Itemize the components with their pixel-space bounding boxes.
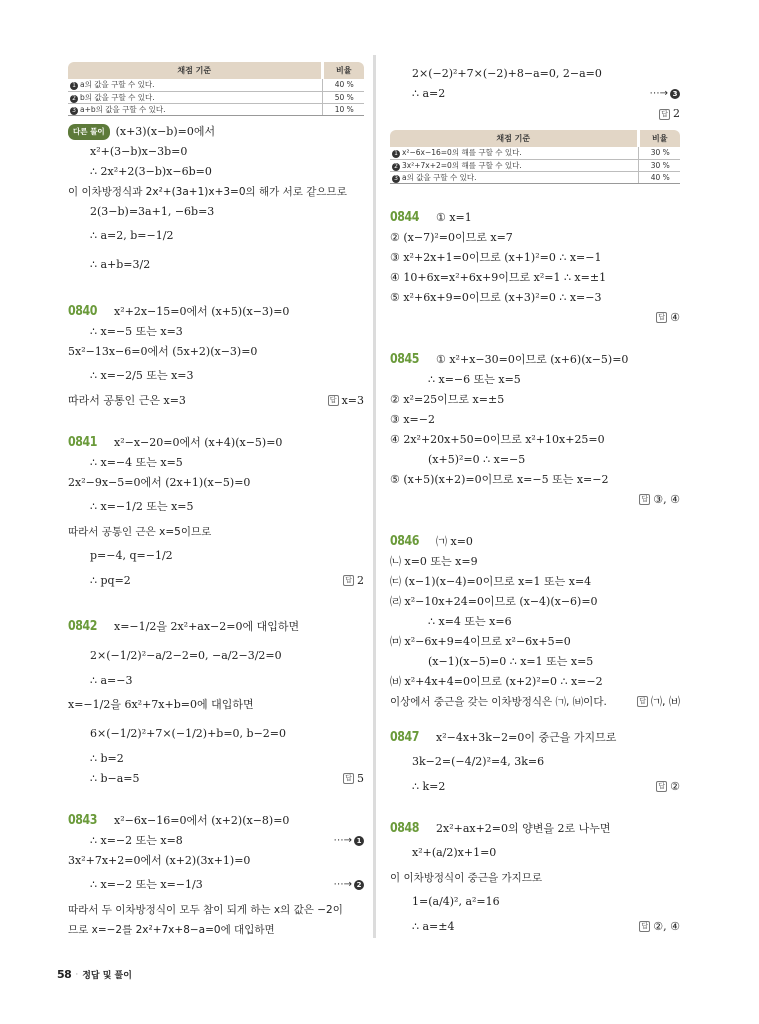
- solution-line: (x+3)(x−b)=0에서: [115, 124, 216, 138]
- right-column: [390, 64, 680, 937]
- ratio-value: 40 %: [322, 79, 364, 91]
- solution-line: 2×(−1/2)²−a/2−2=0, −a/2−3/2=0: [90, 649, 282, 662]
- problem-number: 0840: [68, 303, 98, 319]
- section-title: 정답 및 풀이: [82, 971, 132, 981]
- step-number-icon: 2: [70, 95, 78, 103]
- answer: [637, 695, 680, 709]
- table-row: [390, 159, 680, 171]
- answer: [639, 493, 680, 507]
- problem-number: 0844: [390, 209, 420, 225]
- solution-line: ㈁ x=0 또는 x=9: [390, 554, 478, 568]
- page-number: 58: [57, 968, 72, 981]
- answer-box-icon: 답: [343, 773, 354, 784]
- solution-line: 2x²+ax+2=0의 양변을 2로 나누면: [436, 821, 611, 835]
- solution-line: ∴ a=±4: [412, 919, 455, 933]
- solution-line: x=−1/2을 6x²+7x+b=0에 대입하면: [68, 698, 254, 711]
- solution-line: ④ 2x²+20x+50=0이므로 x²+10x+25=0: [390, 432, 605, 446]
- problem-0845: [390, 350, 680, 510]
- answer-box-icon: 답: [639, 494, 650, 505]
- step-number-icon: 3: [70, 107, 78, 115]
- ratio-value: 30 %: [638, 159, 680, 171]
- solution-line: ∴ b−a=5: [90, 771, 140, 785]
- table-row: [68, 103, 364, 115]
- left-column: [68, 62, 364, 940]
- step-mark: ⋯→ 1: [334, 834, 364, 848]
- answer-box-icon: 답: [637, 696, 648, 707]
- answer-value: ㈀, ㈅: [651, 694, 680, 708]
- solution-line: ① x²+x−30=0이므로 (x+6)(x−5)=0: [436, 352, 629, 366]
- solution-line: ∴ pq=2: [90, 573, 131, 587]
- problem-number: 0846: [390, 533, 420, 549]
- criteria-text: a의 값을 구할 수 있다.: [80, 80, 155, 90]
- answer: [659, 107, 680, 121]
- answer-value: ②, ④: [653, 919, 680, 933]
- answer-value: ④: [670, 310, 680, 324]
- solution-line: 2x²−9x−5=0에서 (2x+1)(x−5)=0: [68, 475, 251, 489]
- problem-number: 0842: [68, 619, 98, 634]
- scoring-table-1: [68, 62, 364, 116]
- solution-line: 3x²+7x+2=0에서 (x+2)(3x+1)=0: [68, 853, 251, 867]
- problem-0843: [68, 811, 364, 940]
- answer-box-icon: 답: [328, 395, 339, 406]
- criteria-text: a+b의 값을 구할 수 있다.: [80, 104, 166, 114]
- answer-box-icon: 답: [343, 575, 354, 586]
- solution-line: 므로 x=−2를 2x²+7x+8−a=0에 대입하면: [68, 923, 275, 936]
- solution-line: 따라서 공통인 근은 x=3: [68, 393, 186, 407]
- ratio-value: 40 %: [638, 171, 680, 183]
- solution-line: ㈃ x²−10x+24=0이므로 (x−4)(x−6)=0: [390, 594, 598, 608]
- solution-line: 이 이차방정식과 2x²+(3a+1)x+3=0의 해가 서로 같으므로: [68, 185, 347, 198]
- step-number-icon: 2: [392, 163, 400, 171]
- ratio-value: 50 %: [322, 91, 364, 103]
- answer-value: x=3: [341, 393, 364, 407]
- answer: [656, 780, 680, 794]
- table-header-row: [68, 62, 364, 79]
- problem-0844: [390, 208, 680, 328]
- solution-line: x²+(3−b)x−3b=0: [90, 144, 188, 158]
- table-header-row: [390, 130, 680, 147]
- footer-separator: ·: [75, 969, 79, 980]
- answer-value: ②: [670, 779, 680, 793]
- problem-0846: [390, 532, 680, 712]
- step-number-icon: 1: [392, 150, 400, 158]
- solution-line: ① x=1: [436, 210, 472, 224]
- solution-line: ∴ 2x²+2(3−b)x−6b=0: [90, 164, 212, 178]
- solution-line: ∴ x=−5 또는 x=3: [90, 324, 183, 338]
- answer: [343, 574, 364, 588]
- solution-line: 따라서 공통인 근은 x=5이므로: [68, 525, 212, 538]
- table-row: [390, 147, 680, 159]
- problem-number: 0848: [390, 820, 420, 836]
- solution-line: ∴ a=2, b=−1/2: [90, 229, 174, 242]
- answer: [656, 311, 680, 325]
- alt-solution: [68, 122, 364, 280]
- solution-line: ∴ x=−2/5 또는 x=3: [90, 369, 194, 382]
- answer-value: 2: [357, 573, 364, 587]
- problem-0848: [390, 819, 680, 937]
- criteria-text: 3x²+7x+2=0의 해를 구할 수 있다.: [402, 160, 522, 170]
- answer: [343, 772, 364, 786]
- solution-line: x²+(a/2)x+1=0: [412, 846, 497, 859]
- ratio-value: 10 %: [322, 103, 364, 115]
- answer-box-icon: 답: [659, 109, 670, 120]
- solution-line: x²−4x+3k−2=0이 중근을 가지므로: [436, 730, 617, 744]
- answer-box-icon: 답: [656, 781, 667, 792]
- solution-line: 5x²−13x−6=0에서 (5x+2)(x−3)=0: [68, 344, 258, 358]
- answer: [639, 920, 680, 934]
- step-number-icon: 3: [392, 175, 400, 183]
- solution-line: ∴ x=−2 또는 x=−1/3: [90, 878, 203, 891]
- solution-line: ∴ x=−6 또는 x=5: [428, 372, 521, 386]
- table-row: [68, 79, 364, 91]
- solution-line: 이 이차방정식이 중근을 가지므로: [390, 871, 543, 884]
- answer-box-icon: 답: [639, 921, 650, 932]
- solution-line: p=−4, q=−1/2: [90, 549, 173, 562]
- solution-line: ∴ x=−2 또는 x=8: [90, 833, 183, 847]
- answer-value: ③, ④: [653, 492, 680, 506]
- solution-line: ∴ x=4 또는 x=6: [428, 614, 512, 628]
- solution-line: x=−1/2을 2x²+ax−2=0에 대입하면: [114, 620, 300, 633]
- criteria-text: b의 값을 구할 수 있다.: [80, 92, 155, 102]
- solution-line: 3k−2=(−4/2)²=4, 3k=6: [412, 755, 545, 768]
- criteria-text: x²−6x−16=0의 해를 구할 수 있다.: [402, 148, 522, 158]
- solution-line: ∴ k=2: [412, 779, 446, 793]
- header-criteria: 채점 기준: [390, 130, 638, 147]
- solution-line: ③ x²+2x+1=0이므로 (x+1)²=0 ∴ x=−1: [390, 250, 602, 264]
- problem-number: 0847: [390, 729, 420, 745]
- criteria-text: a의 값을 구할 수 있다.: [402, 172, 477, 182]
- solution-line: 2(3−b)=3a+1, −6b=3: [90, 204, 215, 218]
- header-ratio: 비율: [322, 62, 364, 79]
- solution-line: 6×(−1/2)²+7×(−1/2)+b=0, b−2=0: [90, 727, 287, 740]
- scoring-table-2: [390, 130, 680, 184]
- solution-line: 이상에서 중근을 갖는 이차방정식은 ㈀, ㈅이다.: [390, 695, 607, 708]
- problem-0842: [68, 613, 364, 789]
- ratio-value: 30 %: [638, 147, 680, 159]
- problem-0840: [68, 302, 364, 411]
- problem-number: 0843: [68, 812, 98, 828]
- step-number-icon: 1: [70, 82, 78, 90]
- solution-line: ∴ b=2: [90, 751, 124, 765]
- header-ratio: 비율: [638, 130, 680, 147]
- table-row: [68, 91, 364, 103]
- solution-line: ㈂ (x−1)(x−4)=0이므로 x=1 또는 x=4: [390, 574, 592, 588]
- solution-line: x²+2x−15=0에서 (x+5)(x−3)=0: [114, 304, 290, 318]
- solution-line: ∴ x=−1/2 또는 x=5: [90, 500, 194, 513]
- solution-line: (x−1)(x−5)=0 ∴ x=1 또는 x=5: [428, 654, 594, 668]
- solution-line: x²−x−20=0에서 (x+4)(x−5)=0: [114, 435, 283, 449]
- solution-line: ② (x−7)²=0이므로 x=7: [390, 230, 513, 244]
- table-row: [390, 171, 680, 183]
- solution-line: ∴ a=−3: [90, 673, 133, 687]
- page-footer: [57, 968, 132, 981]
- answer-box-icon: 답: [656, 312, 667, 323]
- solution-line: x²−6x−16=0에서 (x+2)(x−8)=0: [114, 813, 290, 827]
- alt-solution-badge: 다른 풀이: [68, 124, 110, 140]
- answer: [328, 394, 364, 408]
- problem-0841: [68, 433, 364, 591]
- solution-line: ㈄ x²−6x+9=4이므로 x²−6x+5=0: [390, 634, 571, 648]
- step-mark: ⋯→ 2: [334, 878, 364, 892]
- answer-value: 2: [673, 107, 680, 120]
- step-mark: ⋯→ 3: [650, 87, 680, 101]
- problem-0843-continued: [390, 64, 680, 124]
- column-divider: [373, 55, 376, 938]
- solution-line: ㈀ x=0: [436, 534, 473, 548]
- solution-line: 2×(−2)²+7×(−2)+8−a=0, 2−a=0: [412, 67, 602, 80]
- solution-line: ⑤ x²+6x+9=0이므로 (x+3)²=0 ∴ x=−3: [390, 290, 602, 304]
- solution-line: ② x²=25이므로 x=±5: [390, 392, 505, 406]
- problem-0847: [390, 728, 680, 797]
- answer-value: 5: [357, 771, 364, 785]
- problem-number: 0845: [390, 351, 420, 367]
- header-criteria: 채점 기준: [68, 62, 322, 79]
- solution-line: ∴ a+b=3/2: [90, 258, 151, 271]
- solution-line: 따라서 두 이차방정식이 모두 참이 되게 하는 x의 값은 −2이: [68, 903, 343, 916]
- solution-line: ㈅ x²+4x+4=0이므로 (x+2)²=0 ∴ x=−2: [390, 674, 603, 688]
- problem-number: 0841: [68, 434, 98, 450]
- solution-line: (x+5)²=0 ∴ x=−5: [428, 452, 526, 466]
- solution-line: ⑤ (x+5)(x+2)=0이므로 x=−5 또는 x=−2: [390, 472, 609, 486]
- solution-line: ∴ a=2: [412, 87, 446, 100]
- step-arrow-icon: 1: [354, 836, 364, 846]
- step-arrow-icon: 2: [354, 880, 364, 890]
- solution-line: ③ x=−2: [390, 412, 435, 426]
- step-arrow-icon: 3: [670, 89, 680, 99]
- solution-line: ∴ x=−4 또는 x=5: [90, 455, 183, 469]
- solution-line: 1=(a/4)², a²=16: [412, 895, 500, 908]
- solution-line: ④ 10+6x=x²+6x+9이므로 x²=1 ∴ x=±1: [390, 270, 607, 284]
